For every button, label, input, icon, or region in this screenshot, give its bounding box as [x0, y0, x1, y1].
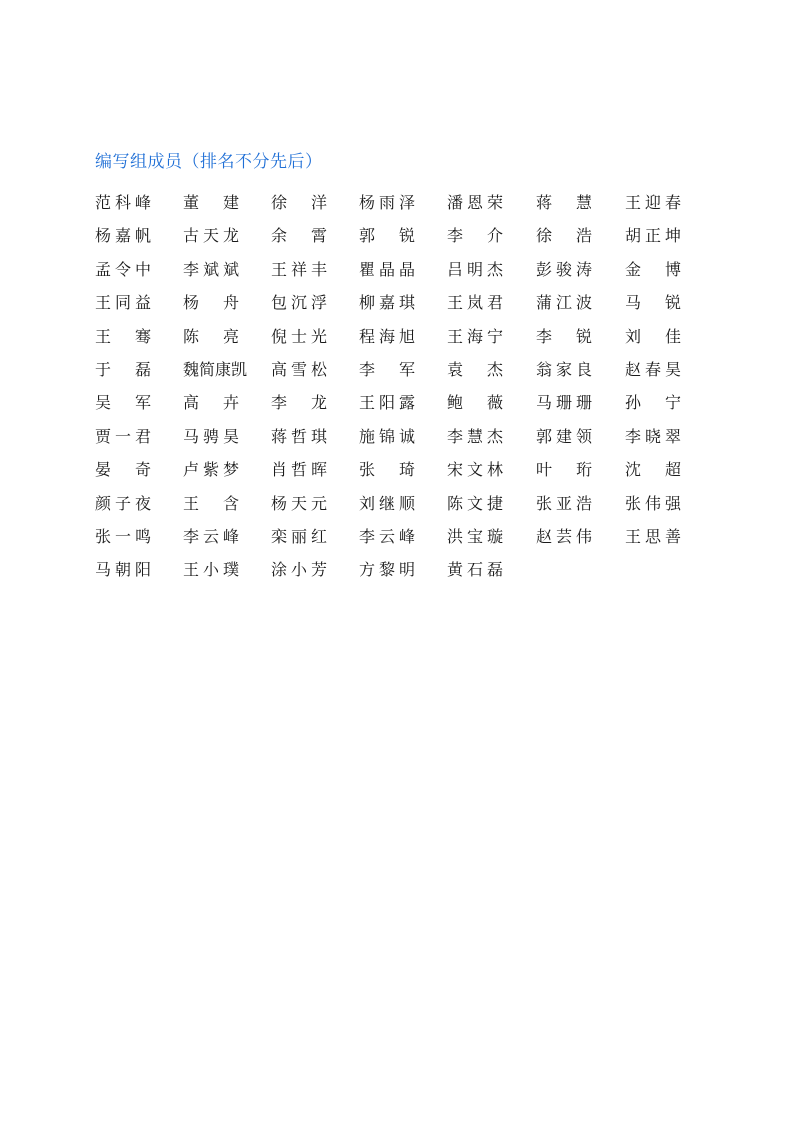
- member-name: [447, 559, 536, 592]
- member-name-text: 王迎春: [625, 193, 681, 212]
- member-name: [536, 359, 625, 392]
- member-name-text: 程海旭: [359, 326, 415, 346]
- member-name: [271, 559, 359, 592]
- member-name: [271, 192, 359, 225]
- member-name: [447, 292, 536, 325]
- member-name-text: 李 介: [447, 226, 503, 246]
- member-name-text: 李晓翠: [625, 426, 681, 446]
- member-name: [536, 392, 625, 425]
- member-name: [536, 526, 625, 559]
- member-name: [447, 392, 536, 425]
- member-name: [359, 292, 447, 325]
- member-name: [447, 459, 536, 492]
- member-name-text: 王海宁: [447, 326, 503, 346]
- member-name: [183, 359, 271, 392]
- member-name: [95, 526, 183, 559]
- member-name: [625, 292, 715, 325]
- member-name-text: 魏简康凯: [183, 359, 248, 379]
- member-name-text: 晏 奇: [95, 460, 151, 480]
- member-name-text: 杨天元: [271, 493, 327, 513]
- member-name-text: 李云峰: [183, 526, 239, 546]
- member-name-text: 彭骏涛: [536, 259, 592, 279]
- member-name: [271, 259, 359, 292]
- member-name-text: 陈 亮: [183, 326, 239, 346]
- member-name: [95, 426, 183, 459]
- member-name: [536, 493, 625, 526]
- member-name-text: 张亚浩: [536, 493, 592, 513]
- member-name: [183, 459, 271, 492]
- member-name-text: 王阳露: [359, 393, 415, 413]
- member-name: [359, 459, 447, 492]
- member-name: [359, 426, 447, 459]
- member-name: [447, 493, 536, 526]
- member-name-text: 吕明杰: [447, 259, 503, 279]
- member-name-text: 张一鸣: [95, 526, 151, 546]
- member-name: [447, 326, 536, 359]
- member-name-grid: [95, 192, 715, 593]
- member-name: [625, 526, 715, 559]
- member-name: [95, 359, 183, 392]
- member-name: [359, 192, 447, 225]
- member-name-text: 杨雨泽: [359, 193, 415, 212]
- member-name: [359, 559, 447, 592]
- member-name: [95, 392, 183, 425]
- member-name: [95, 326, 183, 359]
- member-name-text: 李慧杰: [447, 426, 503, 446]
- member-name: [625, 192, 715, 225]
- member-name: [183, 192, 271, 225]
- member-name: [447, 359, 536, 392]
- member-name-text: 贾一君: [95, 426, 151, 446]
- member-name-text: 李 锐: [536, 326, 592, 346]
- member-name: [359, 326, 447, 359]
- member-name-text: 倪士光: [271, 326, 327, 346]
- member-name-text: 古天龙: [183, 226, 239, 246]
- member-name: [95, 192, 183, 225]
- member-name: [447, 259, 536, 292]
- member-name-text: 王小璞: [183, 560, 239, 580]
- member-name: [536, 192, 625, 225]
- member-name-text: 洪宝璇: [447, 526, 503, 546]
- member-name: [536, 292, 625, 325]
- member-name-text: 李云峰: [359, 526, 415, 546]
- member-name: [625, 426, 715, 459]
- member-name-text: 涂小芳: [271, 560, 327, 580]
- member-name: [95, 259, 183, 292]
- member-name-text: 王同益: [95, 293, 151, 313]
- member-name-text: 刘继顺: [359, 493, 415, 513]
- member-name: [183, 225, 271, 258]
- member-name: [271, 493, 359, 526]
- member-name-text: 王思善: [625, 526, 681, 546]
- member-name-text: 王岚君: [447, 293, 503, 313]
- member-name: [271, 292, 359, 325]
- member-name-text: 柳嘉琪: [359, 293, 415, 313]
- member-name: [271, 326, 359, 359]
- member-name-text: 杨嘉帆: [95, 226, 151, 246]
- member-name-text: 郭建领: [536, 426, 592, 446]
- member-name-text: 栾丽红: [271, 526, 327, 546]
- member-name-text: 沈 超: [625, 460, 681, 480]
- member-name: [271, 392, 359, 425]
- member-name-text: 马骋昊: [183, 426, 239, 446]
- member-name-text: 王祥丰: [271, 259, 327, 279]
- member-name: [447, 192, 536, 225]
- member-name: [183, 526, 271, 559]
- member-name-text: 李 军: [359, 359, 415, 379]
- member-name-text: 李斌斌: [183, 259, 239, 279]
- member-name-text: 王 含: [183, 493, 239, 513]
- member-name-text: 黄石磊: [447, 560, 503, 580]
- member-name-text: 胡正坤: [625, 226, 681, 246]
- member-name: [271, 426, 359, 459]
- member-name: [359, 493, 447, 526]
- member-name: [359, 526, 447, 559]
- member-name-text: 包沉浮: [271, 293, 327, 313]
- member-name: [625, 259, 715, 292]
- section-heading: 编写组成员（排名不分先后）: [95, 152, 323, 172]
- member-name-text: 蒲江波: [536, 293, 592, 313]
- member-name-text: 高雪松: [271, 359, 327, 379]
- member-name: [183, 493, 271, 526]
- member-name-text: 颜子夜: [95, 493, 151, 513]
- member-name-text: 翁家良: [536, 359, 592, 379]
- member-name-text: 范科峰: [95, 193, 151, 212]
- member-name: [271, 526, 359, 559]
- member-name: [536, 326, 625, 359]
- member-name-text: 蒋 慧: [536, 193, 592, 212]
- member-name-text: 方黎明: [359, 560, 415, 580]
- member-name: [447, 225, 536, 258]
- member-name: [359, 359, 447, 392]
- member-name-text: 王 骞: [95, 326, 151, 346]
- member-name-text: 赵春昊: [625, 359, 681, 379]
- member-name-text: 徐 浩: [536, 226, 592, 246]
- member-name: [271, 225, 359, 258]
- member-name-text: 董 建: [183, 193, 239, 212]
- member-name: [183, 259, 271, 292]
- member-name: [447, 526, 536, 559]
- member-name-text: 张伟强: [625, 493, 681, 513]
- member-name-text: 马珊珊: [536, 393, 592, 413]
- member-name-text: 高 卉: [183, 393, 239, 413]
- member-name-text: 余 霄: [271, 226, 327, 246]
- member-name: [271, 459, 359, 492]
- member-name: [625, 459, 715, 492]
- member-name: [183, 426, 271, 459]
- member-name: [183, 326, 271, 359]
- member-name: [95, 559, 183, 592]
- member-name: [95, 459, 183, 492]
- member-name: [95, 225, 183, 258]
- member-name: [536, 225, 625, 258]
- member-name-text: 张 琦: [359, 460, 415, 480]
- member-name: [183, 292, 271, 325]
- member-name-text: 李 龙: [271, 393, 327, 413]
- member-name-text: 肖哲晖: [271, 460, 327, 480]
- member-name-text: 赵芸伟: [536, 526, 592, 546]
- member-name-text: 马 锐: [625, 293, 681, 313]
- member-name-text: 郭 锐: [359, 226, 415, 246]
- member-name-text: 陈文捷: [447, 493, 503, 513]
- member-name-text: 于 磊: [95, 359, 151, 379]
- member-name: [625, 225, 715, 258]
- member-name-text: 卢紫梦: [183, 460, 239, 480]
- member-name-text: 施锦诚: [359, 426, 415, 446]
- member-name-text: 刘 佳: [625, 326, 681, 346]
- member-name-text: 金 博: [625, 259, 681, 279]
- member-name: [271, 359, 359, 392]
- member-name: [447, 426, 536, 459]
- member-name: [359, 259, 447, 292]
- member-name-text: 吴 军: [95, 393, 151, 413]
- member-name-text: 孟令中: [95, 259, 151, 279]
- member-name: [183, 559, 271, 592]
- member-name-text: 袁 杰: [447, 359, 503, 379]
- member-name-text: 鲍 薇: [447, 393, 503, 413]
- member-name: [536, 459, 625, 492]
- member-name: [183, 392, 271, 425]
- member-name: [359, 225, 447, 258]
- member-name: [625, 493, 715, 526]
- member-name: [359, 392, 447, 425]
- member-name-text: 孙 宁: [625, 393, 681, 413]
- member-name-text: 马朝阳: [95, 560, 151, 580]
- member-name: [95, 493, 183, 526]
- member-name-text: 蒋哲琪: [271, 426, 327, 446]
- member-name: [625, 326, 715, 359]
- member-name: [95, 292, 183, 325]
- member-name: [536, 259, 625, 292]
- member-name-text: 叶 珩: [536, 460, 592, 480]
- member-name-text: 杨 舟: [183, 293, 239, 313]
- member-name-text: 徐 洋: [271, 193, 327, 212]
- member-name: [625, 392, 715, 425]
- member-name-text: 潘恩荣: [447, 193, 503, 212]
- member-name-text: 宋文林: [447, 460, 503, 480]
- member-name-text: 瞿晶晶: [359, 259, 415, 279]
- member-name: [536, 426, 625, 459]
- member-name: [625, 359, 715, 392]
